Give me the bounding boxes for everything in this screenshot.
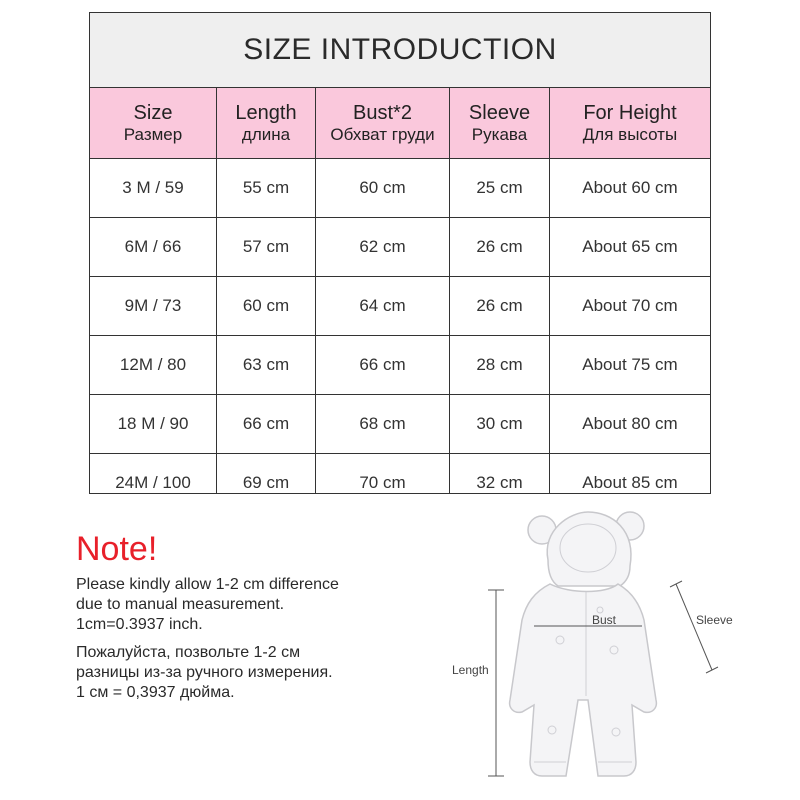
cell-bust: 70 cm: [359, 473, 406, 492]
cell-size: 3 M / 59: [122, 178, 184, 197]
size-table: [89, 12, 711, 494]
header-sleeve-ru: Рукава: [471, 124, 528, 144]
jumpsuit-body: [510, 584, 657, 776]
header-sleeve-en: Sleeve: [468, 101, 531, 124]
column-divider: [449, 88, 450, 493]
table-title: SIZE INTRODUCTION: [243, 33, 557, 66]
cell-bust: 66 cm: [359, 355, 406, 374]
cell-length: 69 cm: [242, 473, 290, 492]
cell-sleeve: 26 cm: [476, 237, 523, 256]
header-length-en: Length: [235, 101, 297, 124]
note-ru-line-2: разницы из-за ручного измерения.: [76, 664, 333, 681]
note-ru-line-3: 1 см = 0,3937 дюйма.: [76, 684, 235, 701]
header-height-ru: Для высоты: [582, 124, 678, 144]
cell-sleeve: 30 cm: [476, 414, 523, 433]
cell-length: 63 cm: [242, 355, 290, 374]
cell-height: About 85 cm: [582, 473, 678, 492]
measurement-diagram: [430, 500, 800, 800]
cell-length: 60 cm: [242, 296, 290, 315]
header-bust: [316, 88, 449, 158]
cell-sleeve: 32 cm: [476, 473, 523, 492]
note-en-line-2: due to manual measurement.: [76, 596, 285, 613]
column-divider: [315, 88, 316, 493]
table-row: [90, 218, 710, 277]
column-divider: [549, 88, 550, 493]
cell-length: 57 cm: [242, 237, 290, 256]
sleeve-label: Sleeve: [696, 613, 733, 627]
cell-size: 9M / 73: [124, 296, 182, 315]
table-row: [90, 277, 710, 336]
table-row: [90, 454, 710, 492]
bust-label: Bust: [592, 613, 617, 627]
header-length-ru: длина: [241, 124, 291, 144]
table-row: [90, 395, 710, 454]
length-dimension: [488, 590, 504, 776]
cell-height: About 80 cm: [582, 414, 678, 433]
jumpsuit-illustration: [510, 512, 657, 776]
column-divider: [216, 88, 217, 493]
header-size: [90, 88, 216, 158]
cell-sleeve: 26 cm: [476, 296, 523, 315]
header-bust-en: Bust*2: [353, 101, 412, 124]
header-bust-ru: Обхват груди: [330, 124, 435, 144]
cell-height: About 60 cm: [582, 178, 678, 197]
cell-size: 12M / 80: [119, 355, 187, 374]
sleeve-tick-bottom: [706, 667, 718, 673]
header-height-en: For Height: [583, 101, 677, 124]
header-sleeve: [450, 88, 549, 158]
note-en-line-3: 1cm=0.3937 inch.: [76, 616, 203, 633]
note-en-line-1: Please kindly allow 1-2 cm difference: [76, 576, 339, 593]
sleeve-tick-top: [670, 581, 682, 587]
cell-height: About 70 cm: [582, 296, 678, 315]
cell-height: About 65 cm: [582, 237, 678, 256]
note-title: Note!: [76, 530, 158, 568]
cell-length: 66 cm: [242, 414, 290, 433]
cell-height: About 75 cm: [582, 355, 678, 374]
cell-bust: 64 cm: [359, 296, 406, 315]
table-title-band: [90, 13, 710, 88]
cell-sleeve: 28 cm: [476, 355, 523, 374]
table-header-row: [90, 88, 710, 159]
cell-bust: 68 cm: [359, 414, 406, 433]
cell-size: 6M / 66: [124, 237, 182, 256]
header-height: [550, 88, 710, 158]
cell-bust: 60 cm: [359, 178, 406, 197]
table-row: [90, 159, 710, 218]
note-ru-line-1: Пожалуйста, позвольте 1-2 см: [76, 644, 301, 661]
cell-size: 24M / 100: [115, 473, 191, 492]
cell-bust: 62 cm: [359, 237, 406, 256]
table-row: [90, 336, 710, 395]
cell-length: 55 cm: [242, 178, 290, 197]
cell-size: 18 M / 90: [117, 414, 189, 433]
header-length: [217, 88, 315, 158]
cell-sleeve: 25 cm: [476, 178, 523, 197]
header-size-ru: Размер: [123, 124, 183, 144]
header-size-en: Size: [133, 101, 173, 124]
length-label: Length: [452, 663, 489, 677]
sleeve-line: [676, 584, 712, 670]
sleeve-dimension: [670, 581, 718, 673]
